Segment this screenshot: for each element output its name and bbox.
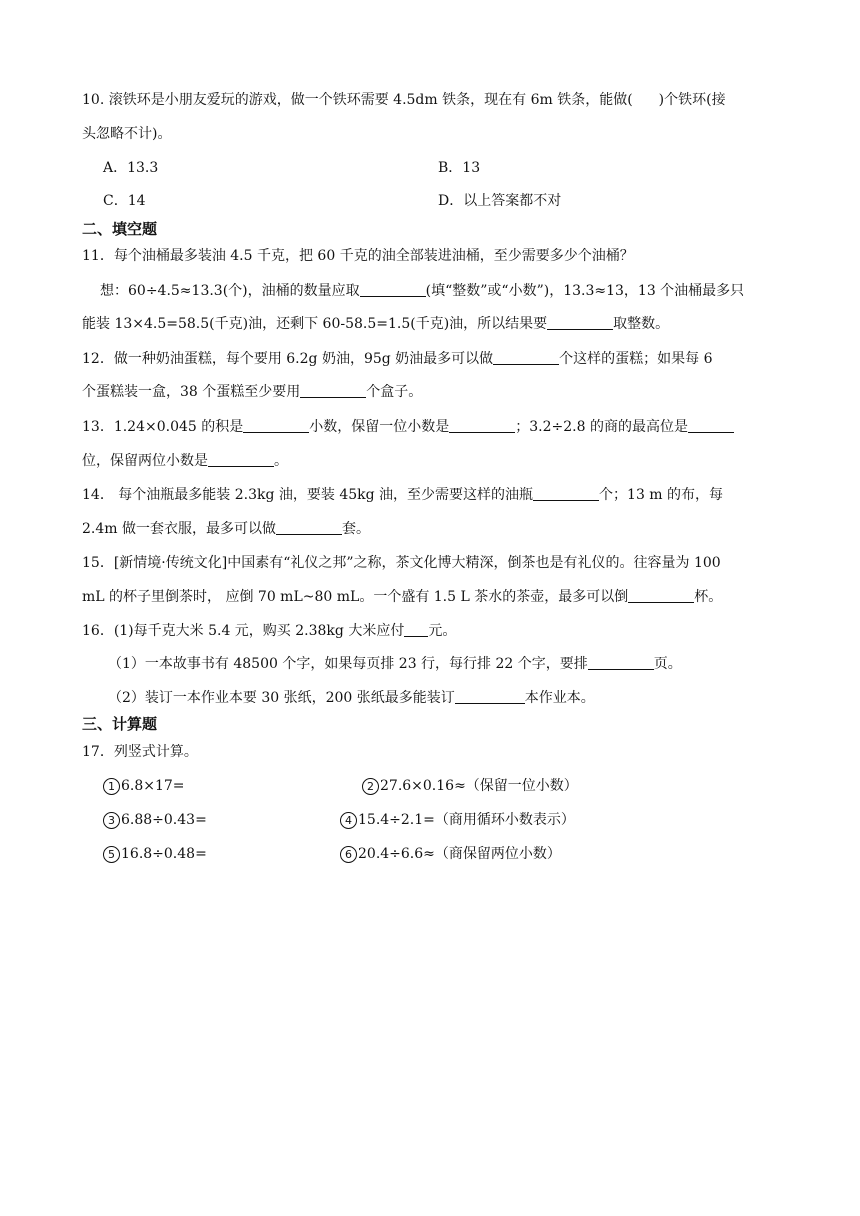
blank-field xyxy=(628,588,694,603)
question-11-line-1: 11．每个油桶最多装油 4.5 千克，把 60 千克的油全部装进油桶，至少需要多少个油桶？ xyxy=(82,248,634,264)
blank-field xyxy=(276,520,342,535)
circled-number: 6 xyxy=(340,846,357,863)
question-17-title: 17．列竖式计算。 xyxy=(82,744,198,760)
blank-field xyxy=(449,418,515,433)
question-16-line-3 xyxy=(108,688,595,708)
question-10-line-1 xyxy=(82,90,726,110)
q11-text: 取整数。 xyxy=(613,316,670,332)
calc-text: 15.4÷2.1=（商用循环小数表示） xyxy=(358,812,575,828)
section-heading-calculation: 三、计算题 xyxy=(82,715,158,733)
q13-text: ；3.2÷2.8 的商的最高位是 xyxy=(515,419,688,435)
q13-text: 13．1.24×0.045 的积是 xyxy=(82,419,244,435)
blank-field xyxy=(547,315,613,330)
blank-field xyxy=(533,486,599,501)
calc-item-4 xyxy=(340,810,575,830)
blank-field xyxy=(493,350,559,365)
question-12-line-1 xyxy=(82,349,713,369)
q12-text: 个这样的蛋糕；如果每 6 xyxy=(559,351,713,367)
option-c: C．14 xyxy=(103,193,146,209)
q13-text: 位，保留两位小数是 xyxy=(82,453,208,469)
question-11-line-3 xyxy=(82,314,669,334)
q14-text: 14． 每个油瓶最多能装 2.3kg 油，要装 45kg 油，至少需要这样的油瓶 xyxy=(82,487,534,503)
question-13-line-1 xyxy=(82,417,734,437)
calc-text: 6.88÷0.43= xyxy=(121,812,207,828)
calc-item-5 xyxy=(103,844,207,864)
blank-field xyxy=(208,452,274,467)
calc-item-6 xyxy=(340,844,561,864)
q16-text: 元。 xyxy=(428,623,457,639)
blank-field xyxy=(360,282,426,297)
circled-number: 2 xyxy=(362,778,379,795)
blank-field xyxy=(688,418,734,433)
q13-text: 小数，保留一位小数是 xyxy=(309,419,450,435)
q16-text: （1）一本故事书有 48500 个字，如果每页排 23 行，每行排 22 个字，要排 xyxy=(108,656,588,672)
question-14-line-2 xyxy=(82,519,370,539)
option-b: B．13 xyxy=(438,160,481,176)
blank-field xyxy=(455,689,525,704)
q16-text: （2）装订一本作业本要 30 张纸，200 张纸最多能装订 xyxy=(108,690,455,706)
question-15-line-2 xyxy=(82,587,722,607)
option-d: D．以上答案都不对 xyxy=(438,193,562,209)
question-16-line-2 xyxy=(108,654,682,674)
question-12-line-2 xyxy=(82,382,422,402)
q13-text: 。 xyxy=(274,453,288,469)
question-10-text-b: )个铁环(接 xyxy=(658,92,726,108)
calc-item-1 xyxy=(103,776,185,796)
calc-text: 27.6×0.16≈（保留一位小数） xyxy=(380,778,578,794)
blank-field xyxy=(404,622,428,637)
q15-text: 杯。 xyxy=(694,589,723,605)
q15-text: mL 的杯子里倒茶时， 应倒 70 mL~80 mL。一个盛有 1.5 L 茶水的茶壶，最多可以倒 xyxy=(82,589,629,605)
calc-text: 16.8÷0.48= xyxy=(121,846,207,862)
option-a: A．13.3 xyxy=(103,160,159,176)
blank-field xyxy=(243,418,309,433)
calc-item-2 xyxy=(362,776,578,796)
circled-number: 3 xyxy=(103,812,120,829)
question-14-line-1 xyxy=(82,485,723,505)
q11-text: (填“整数”或“小数”)，13.3≈13，13 个油桶最多只 xyxy=(425,283,745,299)
q16-text: 16．(1)每千克大米 5.4 元，购买 2.38kg 大米应付 xyxy=(82,623,405,639)
question-15-line-1: 15．[新情境·传统文化]中国素有“礼仪之邦”之称，茶文化博大精深，倒茶也是有礼仪的。往容量为 100 xyxy=(82,555,721,571)
calc-text: 20.4÷6.6≈（商保留两位小数） xyxy=(358,846,561,862)
calc-item-3 xyxy=(103,810,207,830)
circled-number: 1 xyxy=(103,778,120,795)
q12-text: 12．做一种奶油蛋糕，每个要用 6.2g 奶油，95g 奶油最多可以做 xyxy=(82,351,494,367)
circled-number: 4 xyxy=(340,812,357,829)
q14-text: 个；13 m 的布，每 xyxy=(599,487,724,503)
blank-field xyxy=(300,383,366,398)
circled-number: 5 xyxy=(103,846,120,863)
question-10-line-2: 头忽略不计)。 xyxy=(82,126,172,142)
q16-text: 页。 xyxy=(653,656,682,672)
section-heading-fill-in: 二、填空题 xyxy=(82,220,158,238)
q16-text: 本作业本。 xyxy=(524,690,595,706)
q11-text: 能装 13×4.5=58.5(千克)油，还剩下 60-58.5=1.5(千克)油，所以结果要 xyxy=(82,316,548,332)
q12-text: 个蛋糕装一盒，38 个蛋糕至少要用 xyxy=(82,384,301,400)
blank-field xyxy=(588,655,654,670)
question-11-line-2 xyxy=(100,281,744,301)
q11-text: 想：60÷4.5≈13.3(个)，油桶的数量应取 xyxy=(100,283,360,299)
q14-text: 2.4m 做一套衣服，最多可以做 xyxy=(82,521,276,537)
question-13-line-2 xyxy=(82,451,288,471)
q12-text: 个盒子。 xyxy=(366,384,423,400)
calc-text: 6.8×17= xyxy=(121,778,185,794)
question-10-text-a: 10. 滚铁环是小朋友爱玩的游戏，做一个铁环需要 4.5dm 铁条，现在有 6m 铁条，能做( xyxy=(82,92,633,108)
q14-text: 套。 xyxy=(342,521,370,537)
question-16-line-1 xyxy=(82,621,456,641)
